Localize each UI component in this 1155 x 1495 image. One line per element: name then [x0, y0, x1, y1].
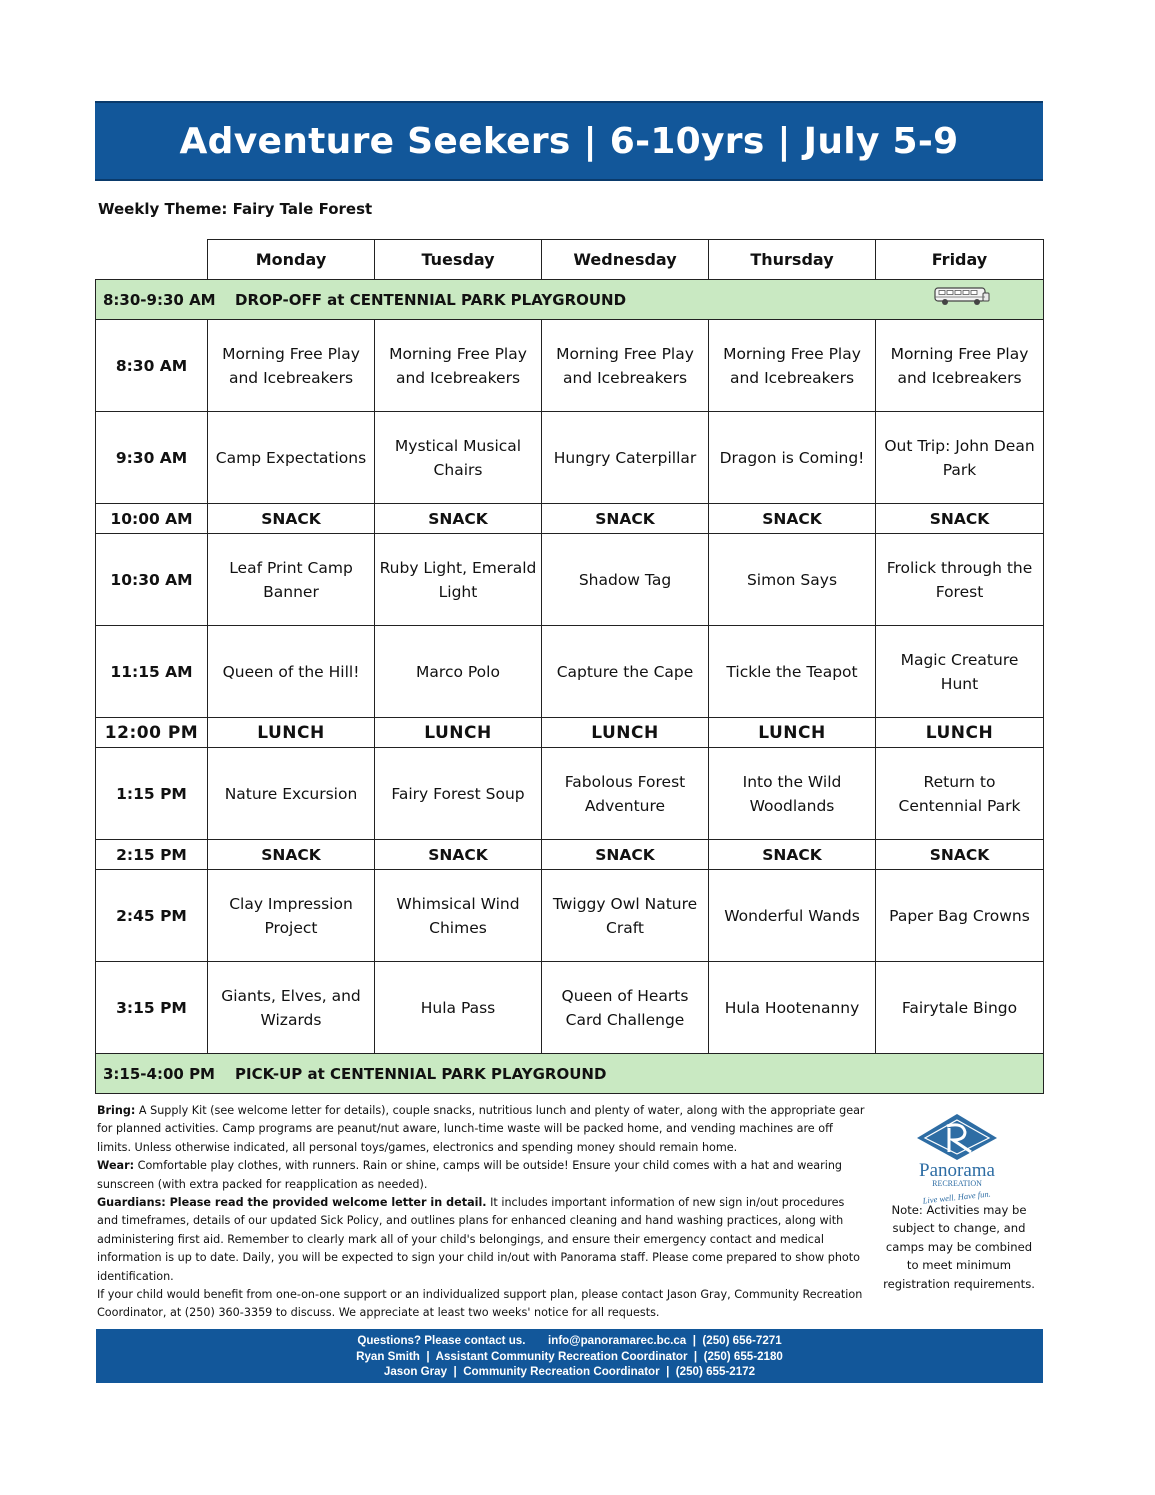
day-header-wednesday: Wednesday [542, 240, 709, 280]
activity-cell-wednesday: Morning Free Play and Icebreakers [542, 320, 709, 412]
title-banner [95, 101, 1043, 181]
activity-row [96, 870, 1044, 962]
activity-cell-tuesday: Fairy Forest Soup [375, 748, 542, 840]
time-cell: 2:45 PM [96, 870, 208, 962]
pickup-time: 3:15-4:00 PM [103, 1064, 215, 1083]
snack-cell-monday: SNACK [208, 840, 375, 870]
activity-cell-monday: Clay Impression Project [208, 870, 375, 962]
activity-cell-thursday: Simon Says [709, 534, 876, 626]
activity-cell-wednesday: Fabolous Forest Adventure [542, 748, 709, 840]
activity-cell-tuesday: Whimsical Wind Chimes [375, 870, 542, 962]
time-cell: 3:15 PM [96, 962, 208, 1054]
time-cell: 12:00 PM [96, 718, 208, 748]
activity-row [96, 534, 1044, 626]
snack-cell-monday: SNACK [208, 504, 375, 534]
guardians-label: Guardians: Please read the provided welcome letter in detail. [97, 1196, 487, 1210]
activity-cell-thursday: Into the Wild Woodlands [709, 748, 876, 840]
snack-row [96, 840, 1044, 870]
lunch-row [96, 718, 1044, 748]
activity-cell-monday: Giants, Elves, and Wizards [208, 962, 375, 1054]
day-header-friday: Friday [876, 240, 1044, 280]
snack-cell-wednesday: SNACK [542, 504, 709, 534]
activity-cell-monday: Camp Expectations [208, 412, 375, 504]
activity-cell-wednesday: Shadow Tag [542, 534, 709, 626]
activity-cell-monday: Nature Excursion [208, 748, 375, 840]
lunch-cell-monday: LUNCH [208, 718, 375, 748]
schedule-table [95, 239, 1044, 1094]
activity-cell-thursday: Wonderful Wands [709, 870, 876, 962]
time-cell: 2:15 PM [96, 840, 208, 870]
snack-row [96, 504, 1044, 534]
lunch-cell-thursday: LUNCH [709, 718, 876, 748]
weekly-theme: Weekly Theme: Fairy Tale Forest [98, 200, 373, 218]
activity-cell-tuesday: Morning Free Play and Icebreakers [375, 320, 542, 412]
footer-line-3: Jason Gray | Community Recreation Coordinator | (250) 655-2172 [383, 1365, 756, 1378]
activity-cell-tuesday: Marco Polo [375, 626, 542, 718]
pickup-label: PICK-UP at CENTENNIAL PARK PLAYGROUND [235, 1064, 607, 1083]
day-header-tuesday: Tuesday [375, 240, 542, 280]
bring-label: Bring: [97, 1104, 136, 1117]
activity-cell-thursday: Morning Free Play and Icebreakers [709, 320, 876, 412]
snack-cell-wednesday: SNACK [542, 840, 709, 870]
activity-cell-monday: Leaf Print Camp Banner [208, 534, 375, 626]
time-cell: 8:30 AM [96, 320, 208, 412]
logo-sub: RECREATION [932, 1179, 982, 1188]
activity-cell-thursday: Dragon is Coming! [709, 412, 876, 504]
activity-cell-tuesday: Mystical Musical Chairs [375, 412, 542, 504]
corner-cell [96, 240, 208, 280]
time-cell: 9:30 AM [96, 412, 208, 504]
activity-cell-tuesday: Hula Pass [375, 962, 542, 1054]
activity-row [96, 748, 1044, 840]
time-cell: 10:00 AM [96, 504, 208, 534]
activity-cell-wednesday: Hungry Caterpillar [542, 412, 709, 504]
activity-cell-wednesday: Capture the Cape [542, 626, 709, 718]
day-header-monday: Monday [208, 240, 375, 280]
activity-cell-monday: Morning Free Play and Icebreakers [208, 320, 375, 412]
snack-cell-friday: SNACK [876, 840, 1044, 870]
time-cell: 10:30 AM [96, 534, 208, 626]
day-header-thursday: Thursday [709, 240, 876, 280]
bring-text: A Supply Kit (see welcome letter for details), couple snacks, nutritious lunch and plenty of water, along with the appropriate gear for planned activities. Camp programs are peanut/nut aware, lunch-time waste will be packed home, and vending machines are off limits. Unless otherwise indicated, all personal toys/games, electronics and spending money should remain home. [97, 1104, 865, 1154]
activity-cell-friday: Fairytale Bingo [876, 962, 1044, 1054]
lunch-cell-tuesday: LUNCH [375, 718, 542, 748]
snack-cell-tuesday: SNACK [375, 504, 542, 534]
activity-cell-thursday: Hula Hootenanny [709, 962, 876, 1054]
time-cell: 1:15 PM [96, 748, 208, 840]
logo-tagline: Live well. Have fun. [922, 1188, 992, 1206]
snack-cell-tuesday: SNACK [375, 840, 542, 870]
panorama-logo [905, 1112, 1015, 1212]
activity-row [96, 412, 1044, 504]
support-note: If your child would benefit from one-on-one support or an individualized support plan, please contact Jason Gray, Community Recreation Coordinator, at (250) 360-3359 to discuss. We appreciate at least two weeks' notice for all requests. [97, 1288, 863, 1320]
activity-cell-friday: Paper Bag Crowns [876, 870, 1044, 962]
activity-cell-friday: Frolick through the Forest [876, 534, 1044, 626]
dropoff-label: DROP-OFF at CENTENNIAL PARK PLAYGROUND [235, 290, 627, 309]
activity-cell-monday: Queen of the Hill! [208, 626, 375, 718]
activity-cell-wednesday: Queen of Hearts Card Challenge [542, 962, 709, 1054]
snack-cell-thursday: SNACK [709, 840, 876, 870]
wear-note [97, 1157, 867, 1194]
dropoff-row [96, 280, 1044, 320]
activity-cell-thursday: Tickle the Teapot [709, 626, 876, 718]
activity-row [96, 626, 1044, 718]
page-title: Adventure Seekers | 6-10yrs | July 5-9 [179, 120, 959, 162]
activity-cell-tuesday: Ruby Light, Emerald Light [375, 534, 542, 626]
time-cell: 11:15 AM [96, 626, 208, 718]
footer-line-1: Questions? Please contact us. info@panoramarec.bc.ca | (250) 656-7271 [357, 1334, 782, 1347]
logo-name: Panorama [919, 1160, 995, 1181]
activity-cell-friday: Magic Creature Hunt [876, 626, 1044, 718]
wear-text: Comfortable play clothes, with runners. Rain or shine, camps will be outside! Ensure your child comes with a hat and wearing sunscreen (with extra packed for reapplication as needed). [97, 1159, 843, 1191]
guardians-text: It includes important information of new sign in/out procedures and timeframes, details of our updated Sick Policy, and outlines plans for enhanced cleaning and hand washing practices, along with administering first aid. Remember to clearly mark all of your child's belongings, and ensure their emergency contact and medical information is up to date. Daily, you will be expected to sign your child in/out with Panorama staff. Please come prepared to show photo identification. [97, 1196, 860, 1283]
notes-section [97, 1102, 867, 1323]
activity-row [96, 320, 1044, 412]
side-note: Note: Activities may be subject to change, and camps may be combined to meet minimum registration requirements. [883, 1203, 1035, 1291]
bring-note [97, 1102, 867, 1157]
day-header-row [96, 240, 1044, 280]
activity-cell-friday: Return to Centennial Park [876, 748, 1044, 840]
bus-icon [933, 285, 991, 314]
snack-cell-friday: SNACK [876, 504, 1044, 534]
footer-line-2: Ryan Smith | Assistant Community Recreation Coordinator | (250) 655-2180 [356, 1349, 783, 1363]
dropoff-time: 8:30-9:30 AM [103, 290, 216, 309]
lunch-cell-wednesday: LUNCH [542, 718, 709, 748]
activity-cell-friday: Out Trip: John Dean Park [876, 412, 1044, 504]
snack-cell-thursday: SNACK [709, 504, 876, 534]
wear-label: Wear: [97, 1159, 135, 1173]
guardians-note [97, 1194, 867, 1286]
contact-footer [96, 1329, 1043, 1383]
activity-cell-friday: Morning Free Play and Icebreakers [876, 320, 1044, 412]
lunch-cell-friday: LUNCH [876, 718, 1044, 748]
activity-cell-wednesday: Twiggy Owl Nature Craft [542, 870, 709, 962]
activity-row [96, 962, 1044, 1054]
pickup-row [96, 1054, 1044, 1094]
